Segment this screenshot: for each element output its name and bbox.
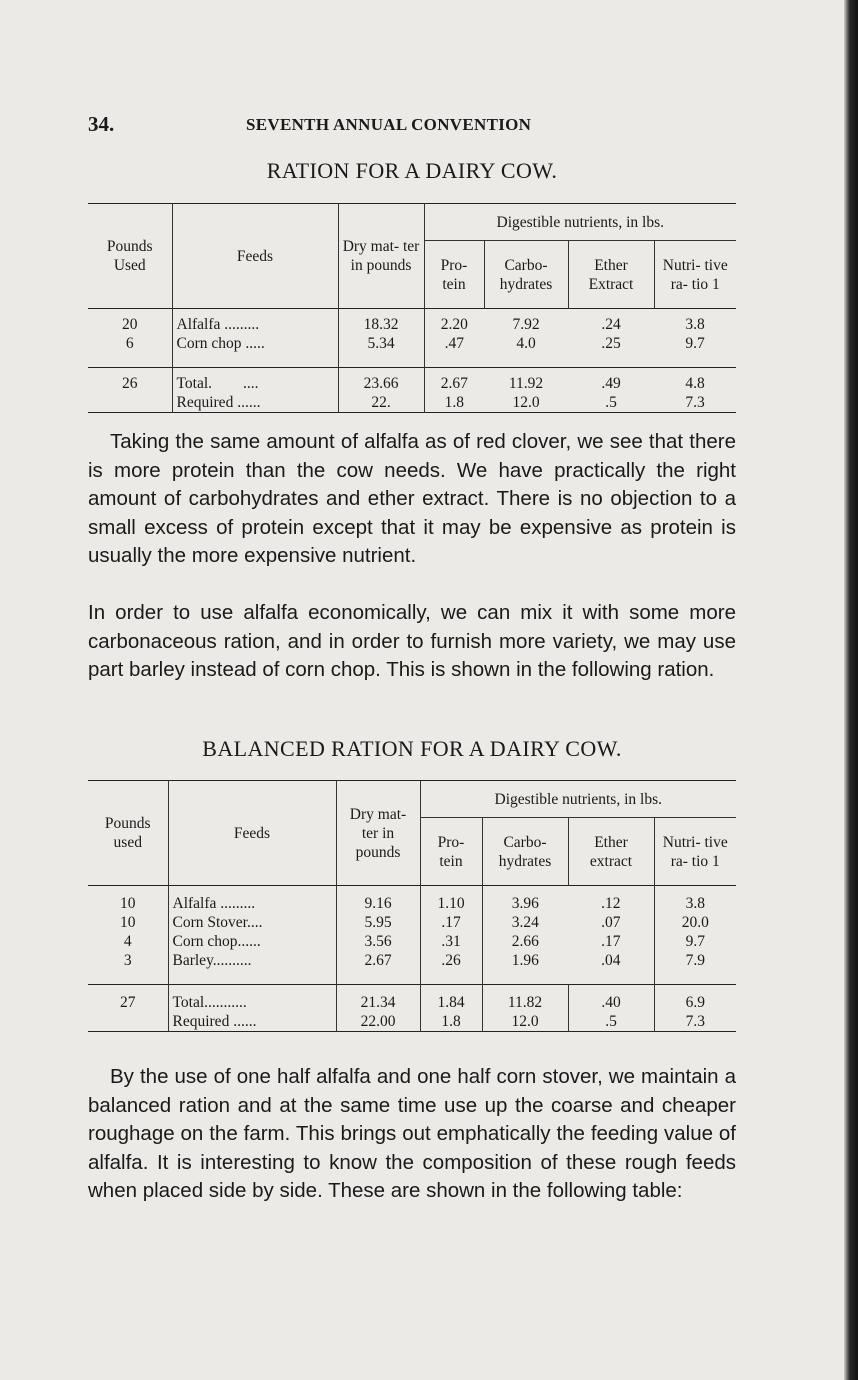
table2-cell-dry: 5.95 — [336, 913, 420, 932]
table1-cell-carbo: 11.92 — [508, 375, 544, 392]
table2-cell-ratio: 3.8 — [654, 886, 736, 914]
table2-cell-pounds: 27 — [120, 994, 136, 1011]
table2-cell-ether: .07 — [601, 914, 621, 931]
table1-header-digestible: Digestible nutrients, in lbs. — [424, 204, 736, 241]
table1-cell-dry: 22. — [338, 393, 424, 413]
table1-cell-ether: .49 — [601, 375, 621, 392]
table1-cell-pounds — [88, 393, 172, 413]
table2-cell-feed: Corn chop...... — [168, 932, 336, 951]
paragraph-2: In order to use alfalfa economically, we can mix it with some more carbonaceous ration, and in order to furnish more variety, we may use part barley instead of corn chop. This is shown in the following ration. — [88, 601, 736, 682]
table2-cell-pounds — [88, 1012, 168, 1032]
table1-cell-feed: Required ...... — [172, 393, 338, 413]
table1-cell-protein: 1.8 — [424, 393, 484, 413]
table2-cell-protein: .26 — [420, 951, 482, 985]
table2-cell-dry: 2.67 — [336, 951, 420, 985]
table2-cell-pounds: 4 — [123, 933, 132, 950]
table1-cell-pounds: 6 — [125, 335, 134, 352]
table2-cell-ether: .40 — [568, 985, 654, 1013]
table1-cell-carbo: 4.0 — [516, 335, 536, 352]
table2-cell-dry: 3.56 — [336, 932, 420, 951]
table2-header-protein: Pro- tein — [420, 818, 482, 886]
table2-cell-carbo: 2.66 — [482, 932, 568, 951]
page-number: 34. — [88, 112, 115, 136]
table2-cell-dry: 9.16 — [336, 886, 420, 914]
table2-row — [88, 886, 736, 914]
table2-cell-feed: Barley.......... — [168, 951, 336, 985]
table1-title: RATION FOR A DAIRY COW. — [266, 158, 558, 183]
table2-header-dry-matter: Dry mat- ter in pounds — [336, 781, 420, 886]
table1-cell-ether: .5 — [605, 394, 617, 411]
table1-header-feeds: Feeds — [172, 204, 338, 309]
table2-cell-protein: 1.84 — [420, 985, 482, 1013]
table2-cell-pounds: 10 — [120, 895, 136, 912]
table1-ration — [88, 203, 736, 413]
table2-cell-feed: Total........... — [168, 985, 336, 1013]
table2-cell-dry: 22.00 — [336, 1012, 420, 1032]
table1-cell-ratio: 7.3 — [685, 394, 705, 411]
table2-cell-protein: 1.8 — [420, 1012, 482, 1032]
table2-row — [88, 913, 736, 932]
table2-cell-ratio: 20.0 — [654, 913, 736, 932]
table1-cell-protein: .47 — [424, 334, 484, 368]
table1-cell-dry: 5.34 — [338, 334, 424, 368]
running-head-title: SEVENTH ANNUAL CONVENTION — [246, 115, 532, 134]
table1-cell-dry: 23.66 — [338, 368, 424, 394]
table1-cell-carbo: 12.0 — [512, 394, 540, 411]
table1-cell-protein: 2.67 — [424, 368, 484, 394]
paragraph-1: Taking the same amount of alfalfa as of red clover, we see that there is more protein than the cow needs. We have practically the right amount of carbohydrates and ether extract. There is no objection to a small excess of protein except that it may be expensive as protein is usually the more expensive nutrient. — [88, 430, 736, 568]
table1-header-dry-matter: Dry mat- ter in pounds — [338, 204, 424, 309]
table2-cell-feed: Alfalfa ......... — [168, 886, 336, 914]
table2-cell-carbo: 12.0 — [482, 1012, 568, 1032]
table1-header-pounds: Pounds Used — [106, 238, 153, 274]
table2-required-row — [88, 1012, 736, 1032]
table2-cell-dry: 21.34 — [336, 985, 420, 1013]
table2-header-digestible: Digestible nutrients, in lbs. — [420, 781, 736, 818]
table2-cell-ether: .5 — [568, 1012, 654, 1032]
table2-cell-ratio: 9.7 — [654, 932, 736, 951]
table2-cell-protein: .31 — [420, 932, 482, 951]
table1-cell-dry: 18.32 — [338, 309, 424, 335]
table2-ration — [88, 780, 736, 1032]
table1-header-ratio: Nutri- tive ra- tio 1 — [654, 241, 736, 309]
table1-required-row — [88, 393, 736, 413]
paragraph-3: By the use of one half alfalfa and one half corn stover, we maintain a balanced ration and at the same time use up the coarse and cheaper roughage on the farm. This brings out emphatically the feeding value of alfalfa. It is interesting to know the composition of these rough feeds when placed side by side. These are shown in the following table: — [88, 1065, 736, 1203]
table1-cell-ratio: 9.7 — [685, 335, 705, 352]
table1-cell-carbo: 7.92 — [512, 316, 540, 333]
table2-header-ratio: Nutri- tive ra- tio 1 — [654, 818, 736, 886]
table2-cell-ratio: 6.9 — [654, 985, 736, 1013]
table1-cell-ether: .24 — [601, 316, 621, 333]
table1-header-protein: Pro- tein — [424, 241, 484, 309]
table2-header-feeds: Feeds — [168, 781, 336, 886]
table1-cell-protein: 2.20 — [424, 309, 484, 335]
book-spine-shadow — [844, 0, 858, 1380]
table2-cell-carbo: 1.96 — [482, 951, 568, 985]
table1-cell-ratio: 3.8 — [685, 316, 705, 333]
table1-cell-pounds: 20 — [122, 316, 138, 333]
table1-cell-feed: Total. .... — [172, 368, 338, 394]
table2-cell-feed: Corn Stover.... — [168, 913, 336, 932]
table1-cell-ratio: 4.8 — [685, 375, 705, 392]
table1-header-row — [88, 204, 736, 241]
table2-cell-pounds: 10 — [120, 914, 136, 931]
table2-row — [88, 951, 736, 985]
table1-cell-ether: .25 — [601, 335, 621, 352]
table1-total-row — [88, 368, 736, 394]
table2-header-ether: Ether extract — [568, 818, 654, 886]
table2-header-pounds: Pounds used — [104, 815, 151, 851]
table2-cell-feed: Required ...... — [168, 1012, 336, 1032]
table1-header-carbohydrates: Carbo- hydrates — [484, 241, 568, 309]
table2-cell-carbo: 11.82 — [482, 985, 568, 1013]
table2-cell-carbo: 3.24 — [482, 913, 568, 932]
table2-header-row — [88, 781, 736, 818]
table2-cell-protein: .17 — [420, 913, 482, 932]
table1-cell-feed: Corn chop ..... — [172, 334, 338, 368]
table1-row — [88, 334, 736, 368]
table2-row — [88, 932, 736, 951]
table2-cell-protein: 1.10 — [420, 886, 482, 914]
table2-total-row — [88, 985, 736, 1013]
running-head — [88, 112, 738, 138]
table2-cell-ether: .17 — [601, 933, 621, 950]
table2-cell-pounds: 3 — [123, 952, 132, 969]
table2-cell-ether: .04 — [601, 952, 621, 969]
table1-header-ether: Ether Extract — [568, 241, 654, 309]
table2-cell-ratio: 7.3 — [654, 1012, 736, 1032]
table2-cell-ether: .12 — [601, 895, 621, 912]
table2-cell-carbo: 3.96 — [482, 886, 568, 914]
table2-cell-ratio: 7.9 — [654, 951, 736, 985]
table1-cell-feed: Alfalfa ......... — [172, 309, 338, 335]
table1-row — [88, 309, 736, 335]
table2-header-carbohydrates: Carbo- hydrates — [482, 818, 568, 886]
table1-cell-pounds: 26 — [122, 375, 138, 392]
table2-title: BALANCED RATION FOR A DAIRY COW. — [202, 736, 622, 761]
